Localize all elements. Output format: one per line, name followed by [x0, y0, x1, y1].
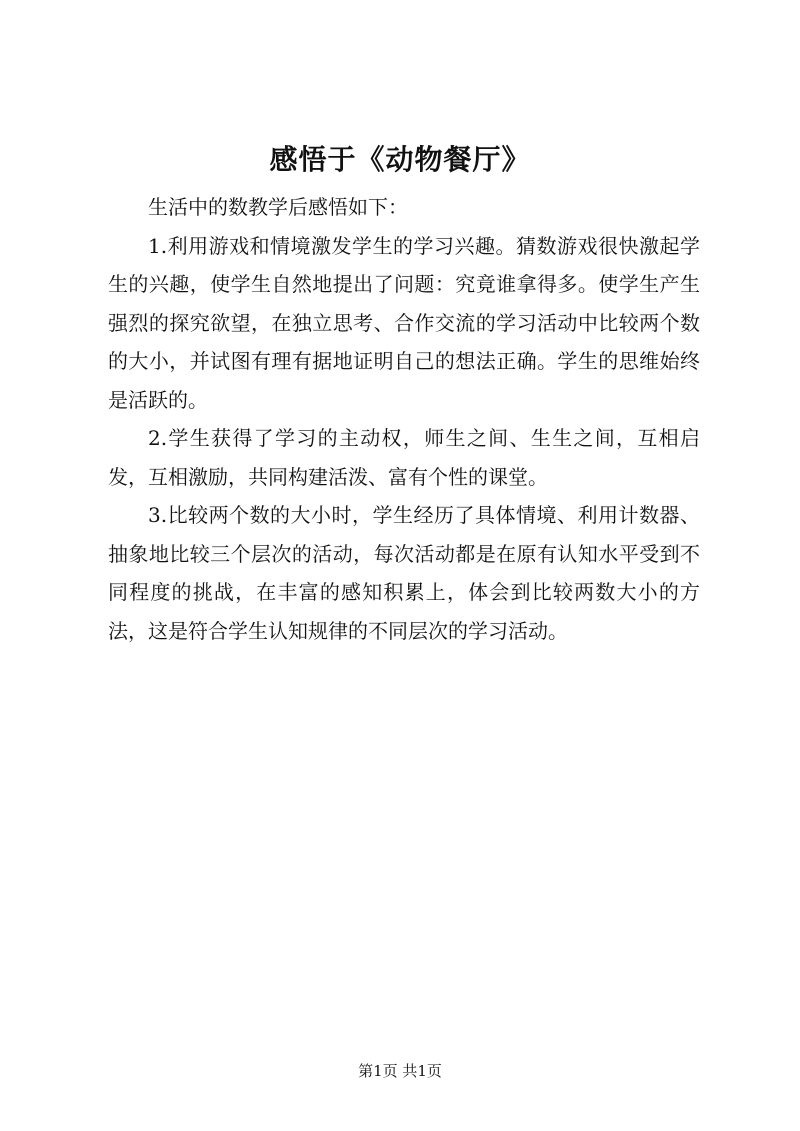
document-title: 感悟于《动物餐厅》: [269, 143, 531, 176]
paragraph-point-1: 1.利用游戏和情境激发学生的学习兴趣。猜数游戏很快激起学生的兴趣，使学生自然地提出了问题：究竟谁拿得多。使学生产生强烈的探究欲望，在独立思考、合作交流的学习活动中比较两个数的大小，并试图有理有据地证明自己的想法正确。学生的思维始终是活跃的。: [108, 233, 700, 412]
paragraph-point-3: 3.比较两个数的大小时，学生经历了具体情境、利用计数器、抽象地比较三个层次的活动，每次活动都是在原有认知水平受到不同程度的挑战，在丰富的感知积累上，体会到比较两数大小的方法，这是符合学生认知规律的不同层次的学习活动。: [108, 503, 700, 643]
paragraph-intro: 生活中的数教学后感悟如下：: [148, 195, 408, 219]
page-number-footer: 第1页 共1页: [358, 1062, 442, 1080]
paragraph-point-2: 2.学生获得了学习的主动权，师生之间、生生之间，互相启发，互相激励，共同构建活泼、富有个性的课堂。: [108, 426, 700, 489]
document-body: [108, 188, 700, 650]
